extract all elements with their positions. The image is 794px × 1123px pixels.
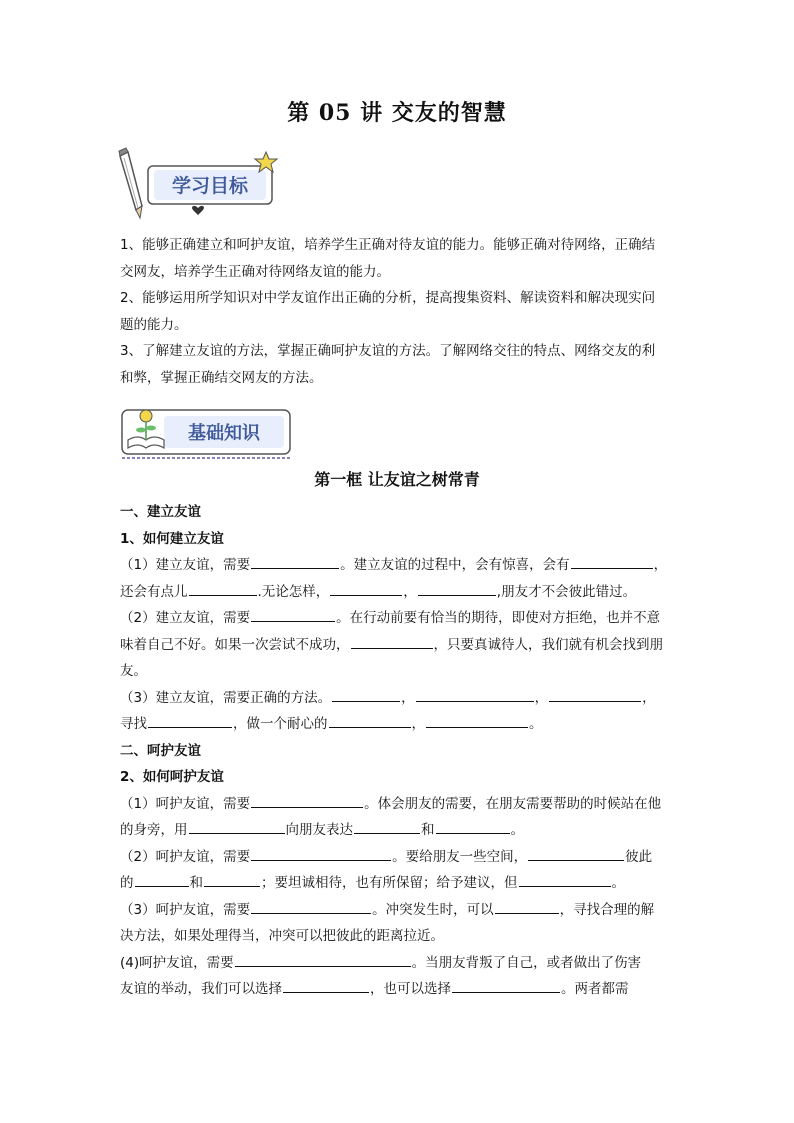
fill-blank[interactable]	[418, 580, 496, 596]
q2-1-line2	[120, 817, 676, 844]
text: 。建立友谊的过程中，会有惊喜，会有	[340, 557, 570, 573]
fill-blank[interactable]	[251, 845, 391, 861]
q1-3-line2	[120, 711, 676, 738]
fill-blank[interactable]	[251, 792, 363, 808]
fill-blank[interactable]	[354, 818, 420, 834]
q2-4-line1	[120, 950, 676, 977]
fill-blank[interactable]	[495, 898, 559, 914]
text: 。要给朋友一些空间，	[392, 848, 528, 865]
goal-3-line-2: 和弊，掌握正确结交网友的方法。	[120, 369, 323, 386]
text: 的身旁，用	[120, 822, 188, 838]
fill-blank[interactable]	[251, 606, 335, 622]
learning-goals-list	[120, 232, 676, 391]
text: ，	[401, 689, 415, 706]
text: 。	[611, 875, 625, 891]
text: ，只要真诚待人，我们就有机会找到朋	[433, 636, 663, 653]
text: ，	[403, 583, 417, 600]
goal-1-line-2: 交网友，培养学生正确对待网络友谊的能力。	[120, 263, 390, 280]
text: 。当朋友背叛了自己，或者做出了伤害	[411, 954, 642, 971]
q2-1-line1	[120, 791, 676, 818]
part1-heading: 一、建立友谊	[120, 504, 201, 520]
fill-blank[interactable]	[329, 712, 411, 728]
fill-blank[interactable]	[189, 580, 257, 596]
fill-blank[interactable]	[283, 977, 369, 993]
text: 味着自己不好。如果一次尝试不成功，	[120, 636, 350, 653]
fill-blank[interactable]	[528, 845, 624, 861]
fill-blank[interactable]	[519, 871, 611, 887]
text: 向朋友表达	[285, 822, 353, 838]
text: ，也可以选择	[370, 981, 451, 997]
text: ，	[411, 716, 425, 732]
fill-blank[interactable]	[452, 977, 560, 993]
q2-3-line2: 决方法，如果处理得当，冲突可以把彼此的距离拉近。	[120, 928, 444, 944]
goal-1-line-1: 1、能够正确建立和呵护友谊，培养学生正确对待友谊的能力。能够正确对待网络，正确结	[120, 237, 656, 253]
text: .无论怎样，	[257, 583, 330, 600]
q1-1-line2	[120, 579, 676, 606]
text: 彼此	[625, 848, 653, 865]
fill-blank[interactable]	[148, 712, 232, 728]
q1-2-line1	[120, 605, 676, 632]
q1-heading: 1、如何建立友谊	[120, 530, 224, 547]
text: 。	[529, 716, 543, 732]
fill-blank[interactable]	[251, 553, 339, 569]
text: 。体会朋友的需要，在朋友需要帮助的时候站在他	[364, 795, 662, 812]
text: （2）呵护友谊，需要	[120, 848, 251, 865]
basic-knowledge-badge	[120, 404, 296, 462]
fill-blank[interactable]	[251, 898, 371, 914]
q1-2-line3: 友。	[120, 663, 147, 679]
text: 和	[189, 875, 203, 891]
text: ，做一个耐心的	[233, 716, 328, 732]
text: （1）建立友谊，需要	[120, 557, 251, 573]
fill-blank[interactable]	[330, 580, 402, 596]
goal-2-line-2: 题的能力。	[120, 316, 188, 333]
fill-blank[interactable]	[332, 686, 400, 702]
fill-blank[interactable]	[426, 712, 528, 728]
q2-2-line1	[120, 844, 676, 871]
text: (4)呵护友谊，需要	[120, 954, 234, 971]
section-title: 第一框 让友谊之树常青	[314, 470, 480, 489]
text: 。冲突发生时，可以	[372, 901, 494, 918]
text: ；要坦诚相待，也有所保留；给予建议，但	[261, 875, 518, 891]
fill-blank[interactable]	[189, 818, 285, 834]
q1-3-line1	[120, 685, 676, 712]
text: 友谊的举动，我们可以选择	[120, 981, 282, 997]
q2-2-line2	[120, 870, 676, 897]
badge-goals-text: 学习目标	[171, 175, 249, 197]
pencil-icon	[119, 148, 142, 218]
fill-blank[interactable]	[135, 871, 189, 887]
fill-blank[interactable]	[549, 686, 641, 702]
text: 。两者都需	[561, 981, 629, 997]
part2-heading: 二、呵护友谊	[120, 742, 201, 759]
fill-blank[interactable]	[436, 818, 510, 834]
q1-2-line2	[120, 632, 676, 659]
text: （2）建立友谊，需要	[120, 610, 251, 626]
fill-blank[interactable]	[351, 633, 433, 649]
learning-goals-badge	[116, 146, 282, 220]
fill-blank[interactable]	[571, 553, 653, 569]
text: 寻找	[120, 716, 147, 732]
text: ，	[534, 689, 549, 706]
text: （3）呵护友谊，需要	[120, 901, 251, 918]
text: （1）呵护友谊，需要	[120, 795, 251, 812]
lightbulb-icon	[140, 410, 152, 422]
text: ，寻找合理的解	[559, 901, 655, 918]
text: 。	[510, 822, 524, 838]
text: ，	[653, 557, 668, 573]
text: 。在行动前要有恰当的期待，即使对方拒绝，也并不意	[336, 610, 661, 626]
badge-knowledge-text: 基础知识	[188, 423, 260, 444]
q1-1-line1	[120, 552, 676, 579]
q2-4-line2	[120, 976, 676, 1003]
page-title: 第 05 讲 交友的智慧	[287, 100, 507, 126]
q2-3-line1	[120, 897, 676, 924]
goal-2-line-1: 2、能够运用所学知识对中学友谊作出正确的分析，提高搜集资料、解读资料和解决现实问	[120, 290, 656, 306]
heart-icon	[192, 206, 204, 215]
text: 的	[120, 875, 134, 891]
q2-heading: 2、如何呵护友谊	[120, 769, 224, 785]
text: （3）建立友谊，需要正确的方法。	[120, 689, 332, 706]
fill-blank[interactable]	[416, 686, 534, 702]
text: ,朋友才不会彼此错过。	[496, 583, 637, 600]
text: 和	[421, 822, 435, 838]
goal-3-line-1: 3、了解建立友谊的方法，掌握正确呵护友谊的方法。了解网络交往的特点、网络交友的利	[120, 343, 656, 359]
worksheet-body	[120, 499, 676, 1003]
fill-blank[interactable]	[235, 951, 411, 967]
text: ，	[642, 689, 656, 706]
fill-blank[interactable]	[204, 871, 260, 887]
text: 还会有点儿	[120, 583, 188, 600]
